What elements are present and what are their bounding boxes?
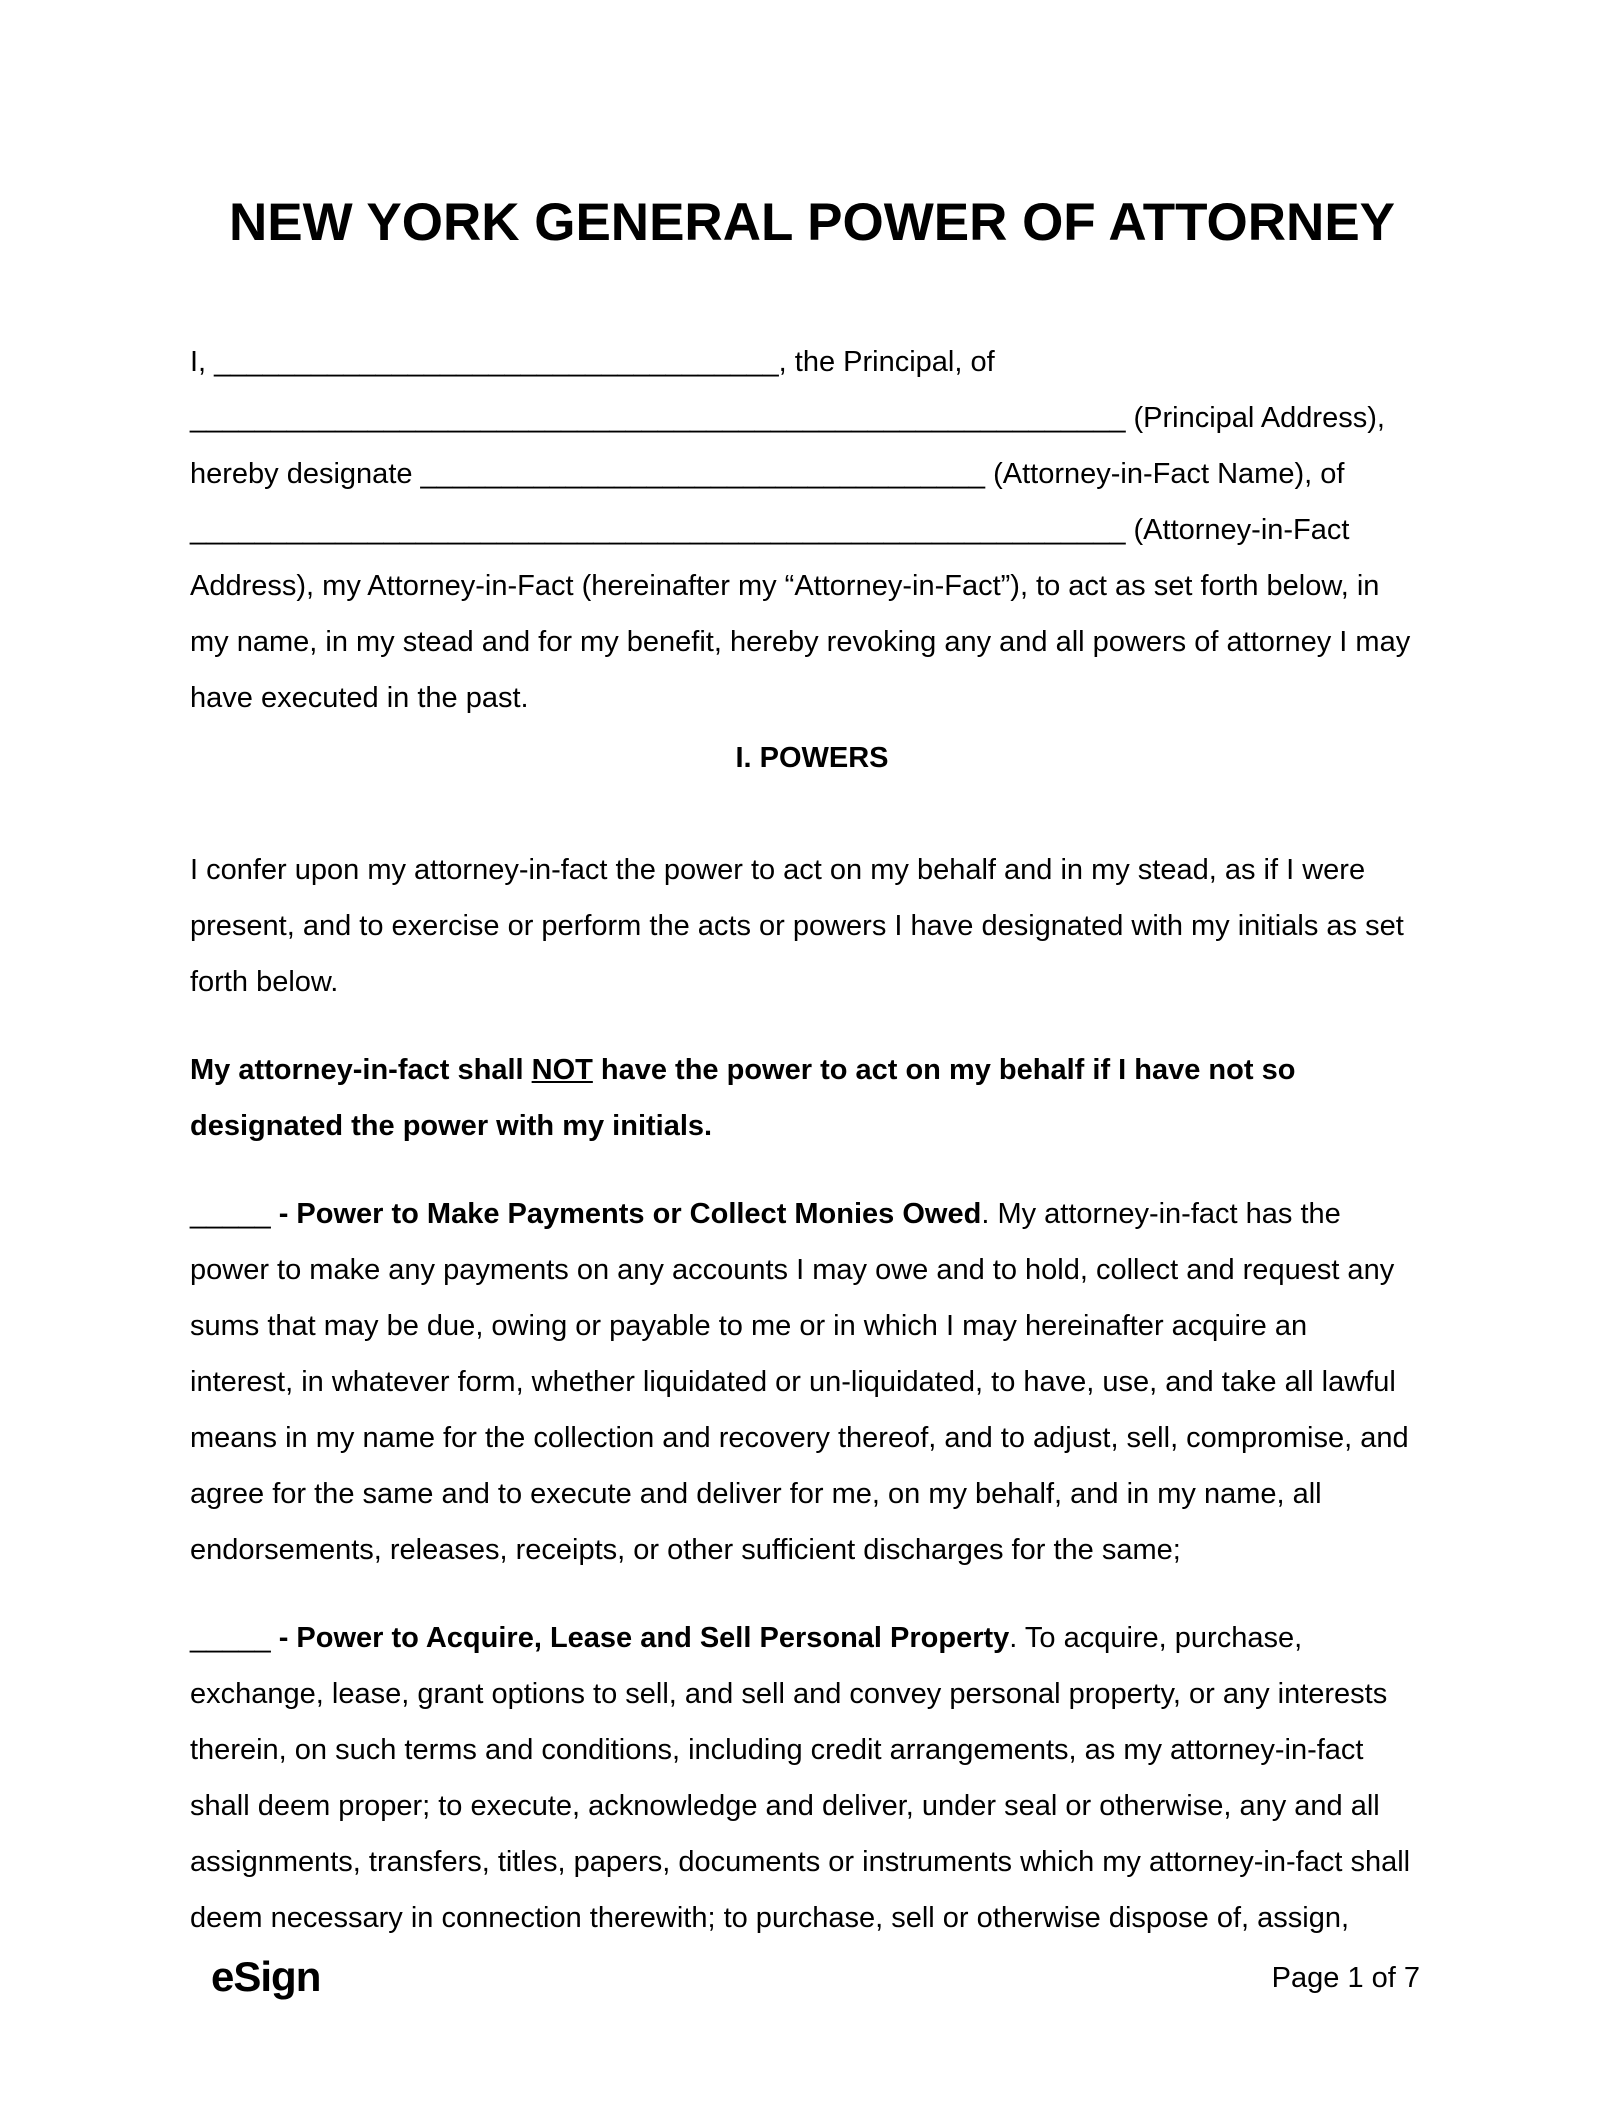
power-body-line: deem necessary in connection therewith; to purchase, sell or otherwise dispose of, assign, bbox=[190, 1902, 1350, 1934]
powers-intro-line: present, and to exercise or perform the acts or powers I have designated with my initials as set bbox=[190, 910, 1404, 942]
power-item-payments bbox=[190, 1186, 1434, 1578]
power-body-line: interest, in whatever form, whether liquidated or un-liquidated, to have, use, and take all lawful bbox=[190, 1366, 1396, 1398]
power-body-line: means in my name for the collection and recovery thereof, and to adjust, sell, compromise, and bbox=[190, 1422, 1409, 1454]
power-body-line: shall deem proper; to execute, acknowledge and deliver, under seal or otherwise, any and all bbox=[190, 1790, 1380, 1822]
powers-intro-paragraph bbox=[190, 842, 1434, 1010]
notice-line bbox=[190, 1042, 1434, 1098]
power-body-line: exchange, lease, grant options to sell, and sell and convey personal property, or any interests bbox=[190, 1678, 1388, 1710]
power-body-text: . My attorney-in-fact has the bbox=[981, 1198, 1341, 1230]
section-heading-powers: I. POWERS bbox=[735, 742, 889, 774]
intro-line: hereby designate ___________________________________ (Attorney-in-Fact Name), of bbox=[190, 458, 1345, 490]
notice-line: designated the power with my initials. bbox=[190, 1110, 713, 1142]
power-body-text: . To acquire, purchase, bbox=[1009, 1622, 1303, 1654]
page-number: Page 1 of 7 bbox=[1271, 1962, 1420, 1994]
document-body bbox=[0, 194, 1624, 1946]
intro-paragraph bbox=[190, 334, 1434, 726]
power-body-line: therein, on such terms and conditions, including credit arrangements, as my attorney-in-fact bbox=[190, 1734, 1364, 1766]
power-body-line: sums that may be due, owing or payable to me or in which I may hereinafter acquire an bbox=[190, 1310, 1308, 1342]
initials-blank-line: _____ bbox=[190, 1198, 279, 1230]
intro-line: Address), my Attorney-in-Fact (hereinafter my “Attorney-in-Fact”), to act as set forth below, in bbox=[190, 570, 1380, 602]
power-heading-line bbox=[190, 1186, 1434, 1242]
intro-line: have executed in the past. bbox=[190, 682, 529, 714]
power-body-line: power to make any payments on any accounts I may owe and to hold, collect and request any bbox=[190, 1254, 1395, 1286]
document-title: NEW YORK GENERAL POWER OF ATTORNEY bbox=[228, 193, 1396, 252]
power-body-line: agree for the same and to execute and deliver for me, on my behalf, and in my name, all bbox=[190, 1478, 1322, 1510]
power-item-personal-property bbox=[190, 1610, 1434, 1946]
intro-line: __________________________________________________________ (Attorney-in-Fact bbox=[190, 514, 1350, 546]
power-heading-line bbox=[190, 1610, 1434, 1666]
power-body-line: endorsements, releases, receipts, or other sufficient discharges for the same; bbox=[190, 1534, 1181, 1566]
intro-line: my name, in my stead and for my benefit, hereby revoking any and all powers of attorney I may bbox=[190, 626, 1411, 658]
initials-notice-paragraph bbox=[190, 1042, 1434, 1154]
powers-intro-line: forth below. bbox=[190, 966, 339, 998]
initials-blank-line: _____ bbox=[190, 1622, 279, 1654]
intro-line: I, ___________________________________, the Principal, of bbox=[190, 346, 995, 378]
notice-text: have the power to act on my behalf if I have not so bbox=[592, 1054, 1296, 1086]
power-heading: - Power to Acquire, Lease and Sell Personal Property bbox=[278, 1622, 1010, 1654]
esign-logo: eSign bbox=[211, 1953, 321, 2000]
power-heading: - Power to Make Payments or Collect Monies Owed bbox=[278, 1198, 982, 1230]
not-emphasis: NOT bbox=[531, 1054, 593, 1086]
power-body-line: assignments, transfers, titles, papers, documents or instruments which my attorney-in-fact shall bbox=[190, 1846, 1411, 1878]
powers-intro-line: I confer upon my attorney-in-fact the power to act on my behalf and in my stead, as if I were bbox=[190, 854, 1366, 886]
notice-text: My attorney-in-fact shall bbox=[190, 1054, 532, 1086]
intro-line: __________________________________________________________ (Principal Address), bbox=[190, 402, 1385, 434]
